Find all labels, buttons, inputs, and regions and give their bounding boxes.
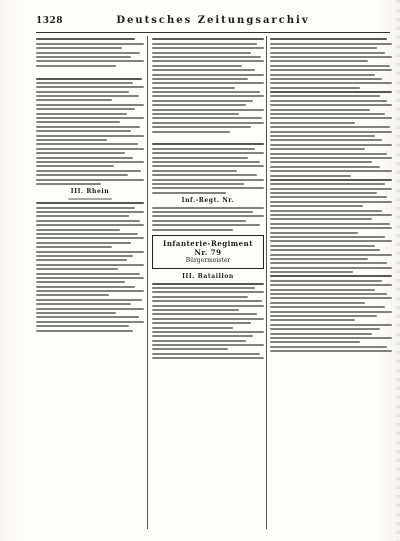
section-heading: III. Rhein bbox=[70, 187, 110, 195]
text-column-right bbox=[270, 36, 392, 527]
column-rule bbox=[147, 36, 148, 529]
running-title: Deutsches Zeitungsarchiv bbox=[116, 15, 310, 26]
page-edge bbox=[396, 0, 400, 541]
section-heading: III. Bataillon bbox=[182, 272, 234, 280]
column-rule bbox=[266, 36, 267, 529]
text-column-middle bbox=[152, 36, 264, 527]
notice-title: Infanterie-Regiment Nr. 79 bbox=[163, 238, 253, 257]
page-number: 1328 bbox=[36, 16, 64, 26]
text-column-left bbox=[36, 36, 144, 527]
notice-subtitle: Bürgermeister bbox=[185, 256, 231, 264]
boxed-notice bbox=[152, 235, 264, 269]
page-header bbox=[36, 14, 390, 33]
section-heading: Inf.-Regt. Nr. bbox=[181, 196, 235, 204]
